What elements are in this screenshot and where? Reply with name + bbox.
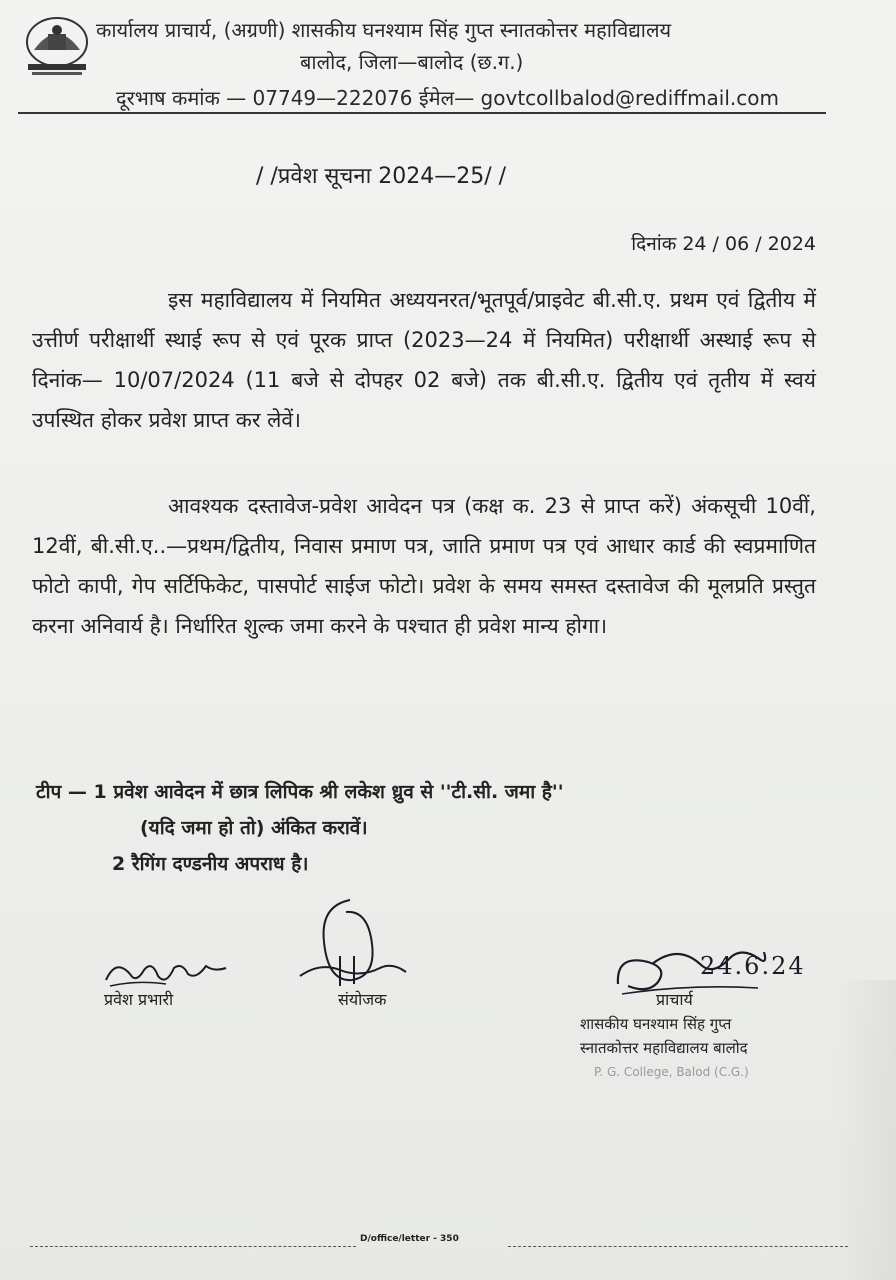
coordinator-signature	[280, 892, 410, 992]
seal-line-3: P. G. College, Balod (C.G.)	[594, 1065, 749, 1079]
footer-left-rule	[30, 1246, 356, 1247]
seal-line-2: स्नातकोत्तर महाविद्यालय बालोद	[580, 1039, 748, 1057]
principal-sign-date: 24.6.24	[700, 952, 806, 980]
footer-reference: D/office/letter - 350	[360, 1234, 459, 1244]
notice-title: / /प्रवेश सूचना 2024—25/ /	[256, 164, 507, 189]
header-divider	[18, 112, 826, 114]
header-address: बालोद, जिला—बालोद (छ.ग.)	[300, 50, 524, 74]
seal-line-1: शासकीय घनश्याम सिंह गुप्त	[580, 1015, 732, 1033]
note-2: 2 रैगिंग दण्डनीय अपराध है।	[112, 853, 309, 875]
notice-paragraph-1: इस महाविद्यालय में नियमित अध्ययनरत/भूतपूर्व/प्राइवेट बी.सी.ए. प्रथम एवं द्वितीय में उत्तीर्ण परीक्षार्थी स्थाई रूप से एवं पूरक प्राप्त (2023—24 में नियमित) परीक्षार्थी अस्थाई रूप से दिनांक— 10/07/2024 (11 बजे से दोपहर 02 बजे) तक बी.सी.ए. द्वितीय एवं तृतीय में स्वयं उपस्थित होकर प्रवेश प्राप्त कर लेवें।	[32, 288, 816, 432]
college-emblem-icon	[20, 12, 94, 78]
label-principal: प्राचार्य	[656, 990, 693, 1009]
college-seal	[580, 1012, 749, 1084]
notice-date: दिनांक 24 / 06 / 2024	[631, 233, 816, 255]
note-1-continued: (यदि जमा हो तो) अंकित करावें।	[140, 817, 368, 839]
page-shadow	[836, 980, 896, 1280]
notice-paragraph-2: आवश्यक दस्तावेज-प्रवेश आवेदन पत्र (कक्ष क. 23 से प्राप्त करें) अंकसूची 10वीं, 12वीं, बी.सी.ए..—प्रथम/द्वितीय, निवास प्रमाण पत्र, जाति प्रमाण पत्र एवं आधार कार्ड की स्वप्रमाणित फोटो कापी, गेप सर्टिफिकेट, पासपोर्ट साईज फोटो। प्रवेश के समय समस्त दस्तावेज की मूलप्रति प्रस्तुत करना अनिवार्य है। निर्धारित शुल्क जमा करने के पश्चात ही प्रवेश मान्य होगा।	[32, 494, 816, 638]
label-incharge: प्रवेश प्रभारी	[104, 990, 174, 1009]
note-1: टीप — 1 प्रवेश आवेदन में छात्र लिपिक श्री लकेश ध्रुव से ''टी.सी. जमा है''	[36, 781, 564, 803]
header-office-title: कार्यालय प्राचार्य, (अग्रणी) शासकीय घनश्याम सिंह गुप्त स्नातकोत्तर महाविद्यालय	[96, 18, 672, 42]
label-coordinator: संयोजक	[338, 990, 387, 1009]
footer-right-rule	[508, 1246, 848, 1247]
header-contact: दूरभाष कमांक — 07749—222076 ईमेल— govtcollbalod@rediffmail.com	[116, 86, 779, 110]
